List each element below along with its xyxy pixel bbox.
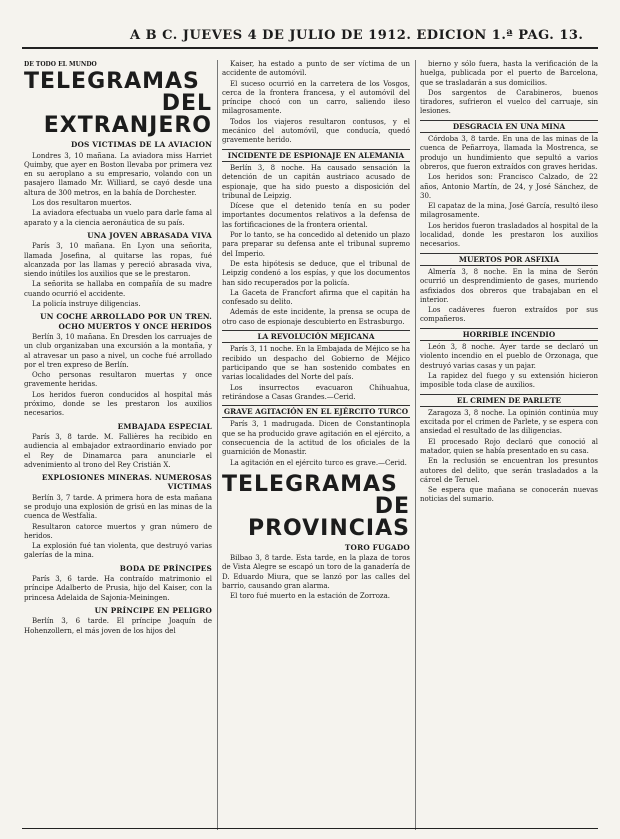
paragraph: León 3, 8 noche. Ayer tarde se declaró un violento incendio en el pueblo de Orzonaga, que destruyó varias casas y un pajar. bbox=[420, 343, 598, 370]
subhead: BODA DE PRÍNCIPES bbox=[119, 563, 212, 573]
paragraph: Resultaron catorce muertos y gran número de heridos. bbox=[24, 522, 212, 540]
paragraph: Dos sargentos de Carabineros, buenos tiradores, sufrieron el vuelco del carruaje, sin lesiones. bbox=[420, 88, 598, 116]
paragraph: Los cadáveres fueron extraídos por sus compañeros. bbox=[420, 306, 598, 324]
paragraph: La agitación en el ejército turco es grave.—Cerid. bbox=[230, 458, 407, 467]
paragraph: El toro fué muerto en la estación de Zorroza. bbox=[230, 592, 391, 601]
paragraph: Los heridos fueron conducidos al hospital más próximo, donde se les prestaron los auxilios necesarios. bbox=[24, 390, 212, 418]
paragraph: Además de este incidente, la prensa se ocupa de otro caso de espionaje descubierto en Estrasburgo. bbox=[222, 308, 410, 326]
paragraph: Los heridos fueron trasladados al hospital de la localidad, donde les prestaron los auxilios necesarios. bbox=[420, 221, 598, 249]
paragraph: Córdoba 3, 8 tarde. En una de las minas de la cuenca de Peñarroya, llamada la Mostrenca, se produjo un hundimiento que sepultó a varios obreros, que fueron extraídos con graves heridas. bbox=[420, 135, 598, 171]
paragraph: Berlín 3, 6 tarde. El príncipe Joaquín de Hohenzollern, el más joven de los hijos del bbox=[24, 617, 212, 635]
subhead: INCIDENTE DE ESPIONAJE EN ALEMANIA bbox=[222, 149, 410, 162]
subhead: UN COCHE ARROLLADO POR UN TREN. OCHO MUERTOS Y ONCE HERIDOS bbox=[40, 312, 212, 331]
paragraph: De esta hipótesis se deduce, que el tribunal de Leipzig condenó a los espías, y que los documentos han sido recuperados por la policía. bbox=[222, 259, 410, 287]
paragraph: Todos los viajeros resultaron contusos, y el mecánico del automóvil, que conducía, quedó gravemente herido. bbox=[222, 117, 410, 145]
paragraph: La explosión fué tan violenta, que destruyó varias galerías de la mina. bbox=[24, 542, 212, 560]
paragraph: Ocho personas resultaron muertas y once gravemente heridas. bbox=[24, 371, 212, 389]
paragraph: El capataz de la mina, José García, resultó ileso milagrosamente. bbox=[420, 202, 598, 220]
paragraph: La policía instruye diligencias. bbox=[32, 300, 141, 309]
paragraph: Se espera que mañana se conocerán nuevas noticias del sumario. bbox=[420, 486, 598, 504]
paragraph: Los insurrectos evacuaron Chihuahua, retirándose a Casas Grandes.—Cerid. bbox=[222, 383, 410, 401]
paragraph: Dícese que el detenido tenía en su poder importantes documentos relativos a la defensa de las fortificaciones de la frontera oriental. bbox=[222, 202, 410, 229]
subhead: UN PRÍNCIPE EN PELIGRO bbox=[94, 605, 212, 615]
paragraph: Los heridos son: Francisco Calzado, de 22 años, Antonio Martín, de 24, y José Sánchez, de 30. bbox=[420, 173, 598, 200]
headline-telegramas-2: TELEGRAMAS bbox=[222, 471, 398, 497]
paragraph: La rapidez del fuego y su extensión hicieron imposible toda clase de auxilios. bbox=[420, 371, 598, 390]
paragraph: París 3, 6 tarde. Ha contraído matrimonio el príncipe Adalberto de Prusia, hijo del Kaiser, con la princesa Adelaida de Sajonia-Meiningen. bbox=[24, 575, 212, 602]
paragraph: Zaragoza 3, 8 noche. La opinión continúa muy excitada por el crimen de Parlete, y se espera con ansiedad el resultado de las diligencias. bbox=[420, 408, 598, 436]
paragraph: Bilbao 3, 8 tarde. Esta tarde, en la plaza de toros de Vista Alegre se escapó un toro de la ganadería de D. Eduardo Miura, que se lanzó por las calles del barrio, causando gran alarma. bbox=[222, 554, 410, 591]
paragraph: La señorita se hallaba en compañía de su madre cuando ocurrió el accidente. bbox=[24, 280, 212, 298]
subhead: TORO FUGADO bbox=[344, 542, 410, 552]
header-rule bbox=[22, 47, 598, 49]
subhead: DESGRACIA EN UNA MINA bbox=[420, 120, 598, 133]
subhead: LA REVOLUCIÓN MEJICANA bbox=[222, 330, 410, 343]
paragraph: Berlín 3, 8 noche. Ha causado sensación la detención de un capitán austriaco acusado de espionaje, que ha sido puesto a disposición del tribunal de Leipzig. bbox=[222, 163, 410, 200]
paragraph: El suceso ocurrió en la carretera de los Vosgos, cerca de la frontera francesa, y el automóvil del príncipe chocó con un carro, saliendo ileso milagrosamente. bbox=[222, 79, 410, 116]
column-divider bbox=[415, 60, 416, 830]
subhead: UNA JOVEN ABRASADA VIVA bbox=[87, 230, 212, 240]
column-divider bbox=[217, 60, 218, 830]
subhead: EXPLOSIONES MINERAS. NUMEROSAS VICTIMAS bbox=[41, 473, 212, 492]
paragraph: París 3, 10 mañana. En Lyon una señorita, llamada Josefina, al quitarse las ropas, fué alcanzada por las llamas y pereció abrasada viva, siendo inútiles los auxilios que se le prestaron. bbox=[24, 242, 212, 279]
column-2 bbox=[222, 60, 410, 603]
paragraph: Almería 3, 8 noche. En la mina de Serón ocurrió un desprendimiento de gases, muriendo asfixiados dos obreros que trabajaban en el interior. bbox=[420, 267, 598, 304]
paragraph: Kaiser, ha estado a punto de ser víctima de un accidente de automóvil. bbox=[222, 60, 410, 78]
page-header: A B C. JUEVES 4 DE JULIO DE 1912. EDICION 1.ª PAG. 13. bbox=[130, 28, 584, 43]
footer-rule bbox=[22, 828, 598, 829]
subhead: GRAVE AGITACIÓN EN EL EJÉRCITO TURCO bbox=[222, 405, 410, 418]
paragraph: El procesado Rojo declaró que conoció al matador, quien se había presentado en su casa. bbox=[420, 437, 598, 455]
paragraph: La Gaceta de Francfort afirma que el capitán ha confesado su delito. bbox=[222, 288, 410, 307]
paragraph: París 3, 11 noche. En la Embajada de Méjico se ha recibido un despacho del Gobierno de Méjico participando que se han sostenido combates en varias localidades del Norte del país. bbox=[222, 345, 410, 382]
subhead: EMBAJADA ESPECIAL bbox=[117, 421, 212, 431]
headline-extranjero: DEL EXTRANJERO bbox=[43, 91, 212, 139]
subhead: DOS VICTIMAS DE LA AVIACION bbox=[70, 140, 212, 150]
paragraph: La aviadora efectuaba un vuelo para darle fama al aparato y a la ciencia aeronáutica de su país. bbox=[24, 209, 212, 227]
column-1 bbox=[24, 60, 212, 637]
headline-provincias: DE PROVINCIAS bbox=[247, 493, 410, 541]
subhead: EL CRIMEN DE PARLETE bbox=[420, 394, 598, 407]
paragraph: París 3, 8 tarde. M. Fallières ha recibido en audiencia al embajador extraordinario enviado por el Rey de Dinamarca para anunciarle el advenimiento al trono del Rey Cristián X. bbox=[24, 432, 212, 469]
headline-telegramas: TELEGRAMAS bbox=[24, 69, 200, 95]
section-label: DE TODO EL MUNDO bbox=[24, 61, 97, 68]
paragraph: Los dos resultaron muertos. bbox=[32, 199, 132, 208]
paragraph: París 3, 1 madrugada. Dicen de Constantinopla que se ha producido grave agitación en el ejército, a consecuencia de la actitud de los oficiales de la guarnición de Monastir. bbox=[222, 420, 410, 457]
paragraph: Berlín 3, 10 mañana. En Dresden los carruajes de un club organizaban una excursión a la montaña, y al atravesar un paso a nivel, un coche fué arrollado por el tren expreso de Berlín. bbox=[24, 332, 212, 369]
subhead: HORRIBLE INCENDIO bbox=[420, 328, 598, 341]
paragraph: Por lo tanto, se ha concedido al detenido un plazo para preparar su defensa ante el tribunal supremo del Imperio. bbox=[222, 231, 410, 258]
paragraph: Londres 3, 10 mañana. La aviadora miss Harriet Quimby, que ayer en Boston llevaba por primera vez en su aeroplano a su empresario, volando con un pasajero llamado Mr. Williard, se cayó desde una altura de 300 metros, en la bahía de Dorchester. bbox=[24, 151, 212, 197]
subhead: MUERTOS POR ASFIXIA bbox=[420, 253, 598, 266]
paragraph: En la reclusión se encuentran los presuntos autores del delito, que serán trasladados a la cárcel de Teruel. bbox=[420, 457, 598, 484]
column-3 bbox=[420, 60, 598, 506]
paragraph: bierno y sólo fuera, hasta la verificación de la huelga, publicada por el puerto de Barcelona, que se trasladarán a sus domicilios. bbox=[420, 60, 598, 87]
paragraph: Berlín 3, 7 tarde. A primera hora de esta mañana se produjo una explosión de grisú en las minas de la cuenca de Westfalia. bbox=[24, 493, 212, 521]
